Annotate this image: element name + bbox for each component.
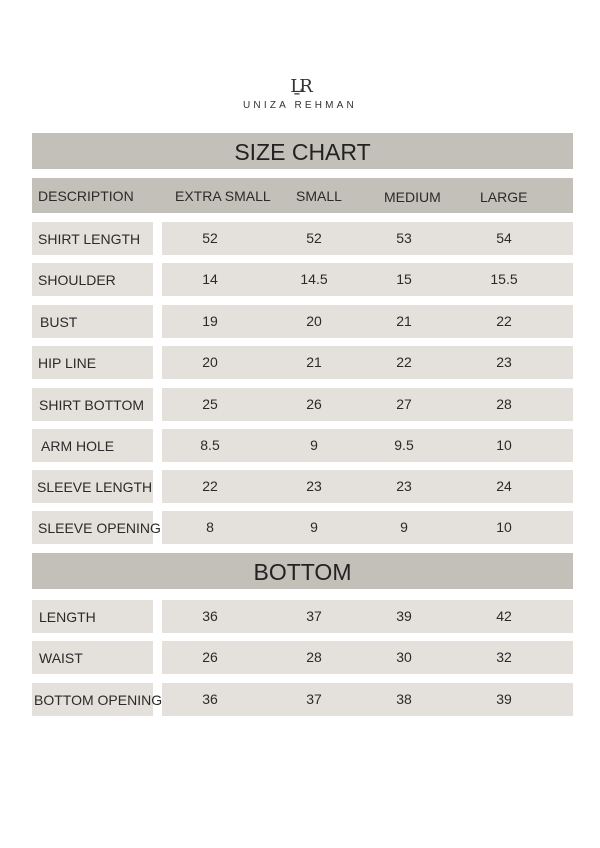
size-chart-value-cell: 22: [396, 354, 412, 370]
size-chart-row-label: [32, 263, 153, 296]
header-small: SMALL: [296, 188, 342, 204]
size-chart-value-cell: 26: [306, 396, 322, 412]
bottom-row-values: [162, 641, 573, 674]
size-chart-value-cell: 10: [496, 519, 512, 535]
size-chart-row-label-text: HIP LINE: [38, 355, 97, 371]
bottom-row-values: [162, 600, 573, 633]
header-extra-small: EXTRA SMALL: [175, 188, 271, 204]
size-chart-row-values: [162, 511, 573, 544]
size-chart-value-cell: 8.5: [200, 437, 220, 453]
size-chart-row-label: [32, 388, 153, 421]
size-chart-value-cell: 54: [496, 230, 512, 246]
header-medium: MEDIUM: [384, 189, 441, 205]
size-chart-value-cell: 19: [202, 313, 218, 329]
size-chart-row-values: [162, 263, 573, 296]
size-chart-header-row: [32, 178, 573, 213]
size-chart-value-cell: 15.5: [490, 271, 518, 287]
size-chart-row-label-text: SLEEVE OPENING: [38, 520, 161, 536]
brand-logo-mark: ḺR: [290, 76, 310, 97]
size-chart-row-label: [32, 470, 153, 503]
size-chart-row-label-text: SLEEVE LENGTH: [37, 479, 153, 495]
bottom-value-cell: 39: [496, 691, 512, 707]
size-chart-value-cell: 25: [202, 396, 218, 412]
bottom-value-cell: 42: [496, 608, 512, 624]
size-chart-value-cell: 14.5: [300, 271, 328, 287]
size-chart-row-values: [162, 305, 573, 338]
bottom-value-cell: 37: [306, 691, 322, 707]
size-chart-row-label: [32, 511, 161, 544]
size-chart-value-cell: 22: [202, 478, 218, 494]
size-chart-value-cell: 23: [306, 478, 322, 494]
bottom-row-values: [162, 683, 573, 716]
header-description: DESCRIPTION: [38, 188, 134, 204]
size-chart-row: [32, 346, 573, 379]
size-chart-value-cell: 23: [396, 478, 412, 494]
size-chart-row-values: [162, 388, 573, 421]
size-chart-row: [32, 470, 573, 503]
size-chart-row-values: [162, 222, 573, 255]
bottom-value-cell: 32: [496, 649, 512, 665]
bottom-value-cell: 38: [396, 691, 412, 707]
bottom-value-cell: 36: [202, 691, 218, 707]
bottom-value-cell: 28: [306, 649, 322, 665]
size-chart-row-label-text: SHOULDER: [38, 272, 116, 288]
size-chart-value-cell: 22: [496, 313, 512, 329]
bottom-row-label-text: WAIST: [39, 650, 83, 666]
size-chart-row-label: [32, 222, 153, 255]
bottom-row: [32, 641, 573, 674]
size-chart-value-cell: 23: [496, 354, 512, 370]
bottom-row-label-text: BOTTOM OPENING: [34, 692, 163, 708]
size-chart-value-cell: 21: [306, 354, 322, 370]
size-chart-value-cell: 9: [310, 437, 318, 453]
size-chart-value-cell: 28: [496, 396, 512, 412]
size-chart-value-cell: 8: [206, 519, 214, 535]
bottom-value-cell: 37: [306, 608, 322, 624]
size-chart-row-label: [32, 305, 153, 338]
size-chart-row: [32, 388, 573, 421]
bottom-row-label: [32, 600, 153, 633]
size-chart-value-cell: 15: [396, 271, 412, 287]
size-chart-row: [32, 305, 573, 338]
bottom-row: [32, 683, 573, 716]
size-chart-row: [32, 263, 573, 296]
size-chart-row-values: [162, 429, 573, 462]
bottom-value-cell: 36: [202, 608, 218, 624]
size-chart-row-label-text: ARM HOLE: [41, 438, 115, 454]
size-chart-row-label: [32, 346, 153, 379]
size-chart-value-cell: 21: [396, 313, 412, 329]
size-chart-row-label-text: SHIRT LENGTH: [38, 231, 141, 247]
bottom-value-cell: 26: [202, 649, 218, 665]
size-chart-value-cell: 9: [400, 519, 408, 535]
size-chart-value-cell: 27: [396, 396, 412, 412]
header-large: LARGE: [480, 189, 528, 205]
size-chart-row: [32, 511, 573, 544]
size-chart-value-cell: 20: [306, 313, 322, 329]
size-chart-value-cell: 52: [306, 230, 322, 246]
size-chart-row: [32, 222, 573, 255]
bottom-value-cell: 39: [396, 608, 412, 624]
size-chart-value-cell: 20: [202, 354, 218, 370]
size-chart-value-cell: 9: [310, 519, 318, 535]
size-chart-value-cell: 53: [396, 230, 412, 246]
size-chart-value-cell: 9.5: [394, 437, 414, 453]
size-chart-row-values: [162, 470, 573, 503]
bottom-row: [32, 600, 573, 633]
size-chart-row-label-text: SHIRT BOTTOM: [39, 397, 145, 413]
size-chart-row-label: [32, 429, 153, 462]
bottom-title: BOTTOM: [32, 553, 573, 589]
bottom-value-cell: 30: [396, 649, 412, 665]
bottom-row-label-text: LENGTH: [39, 609, 96, 625]
size-chart-title: SIZE CHART: [32, 133, 573, 169]
bottom-row-label: [32, 641, 153, 674]
size-chart-row-label-text: BUST: [40, 314, 78, 330]
size-chart-value-cell: 52: [202, 230, 218, 246]
size-chart-value-cell: 10: [496, 437, 512, 453]
bottom-row-label: [32, 683, 163, 716]
size-chart-row-values: [162, 346, 573, 379]
size-chart-value-cell: 14: [202, 271, 218, 287]
brand-name: UNIZA REHMAN: [243, 100, 357, 111]
size-chart-value-cell: 24: [496, 478, 512, 494]
size-chart-row: [32, 429, 573, 462]
